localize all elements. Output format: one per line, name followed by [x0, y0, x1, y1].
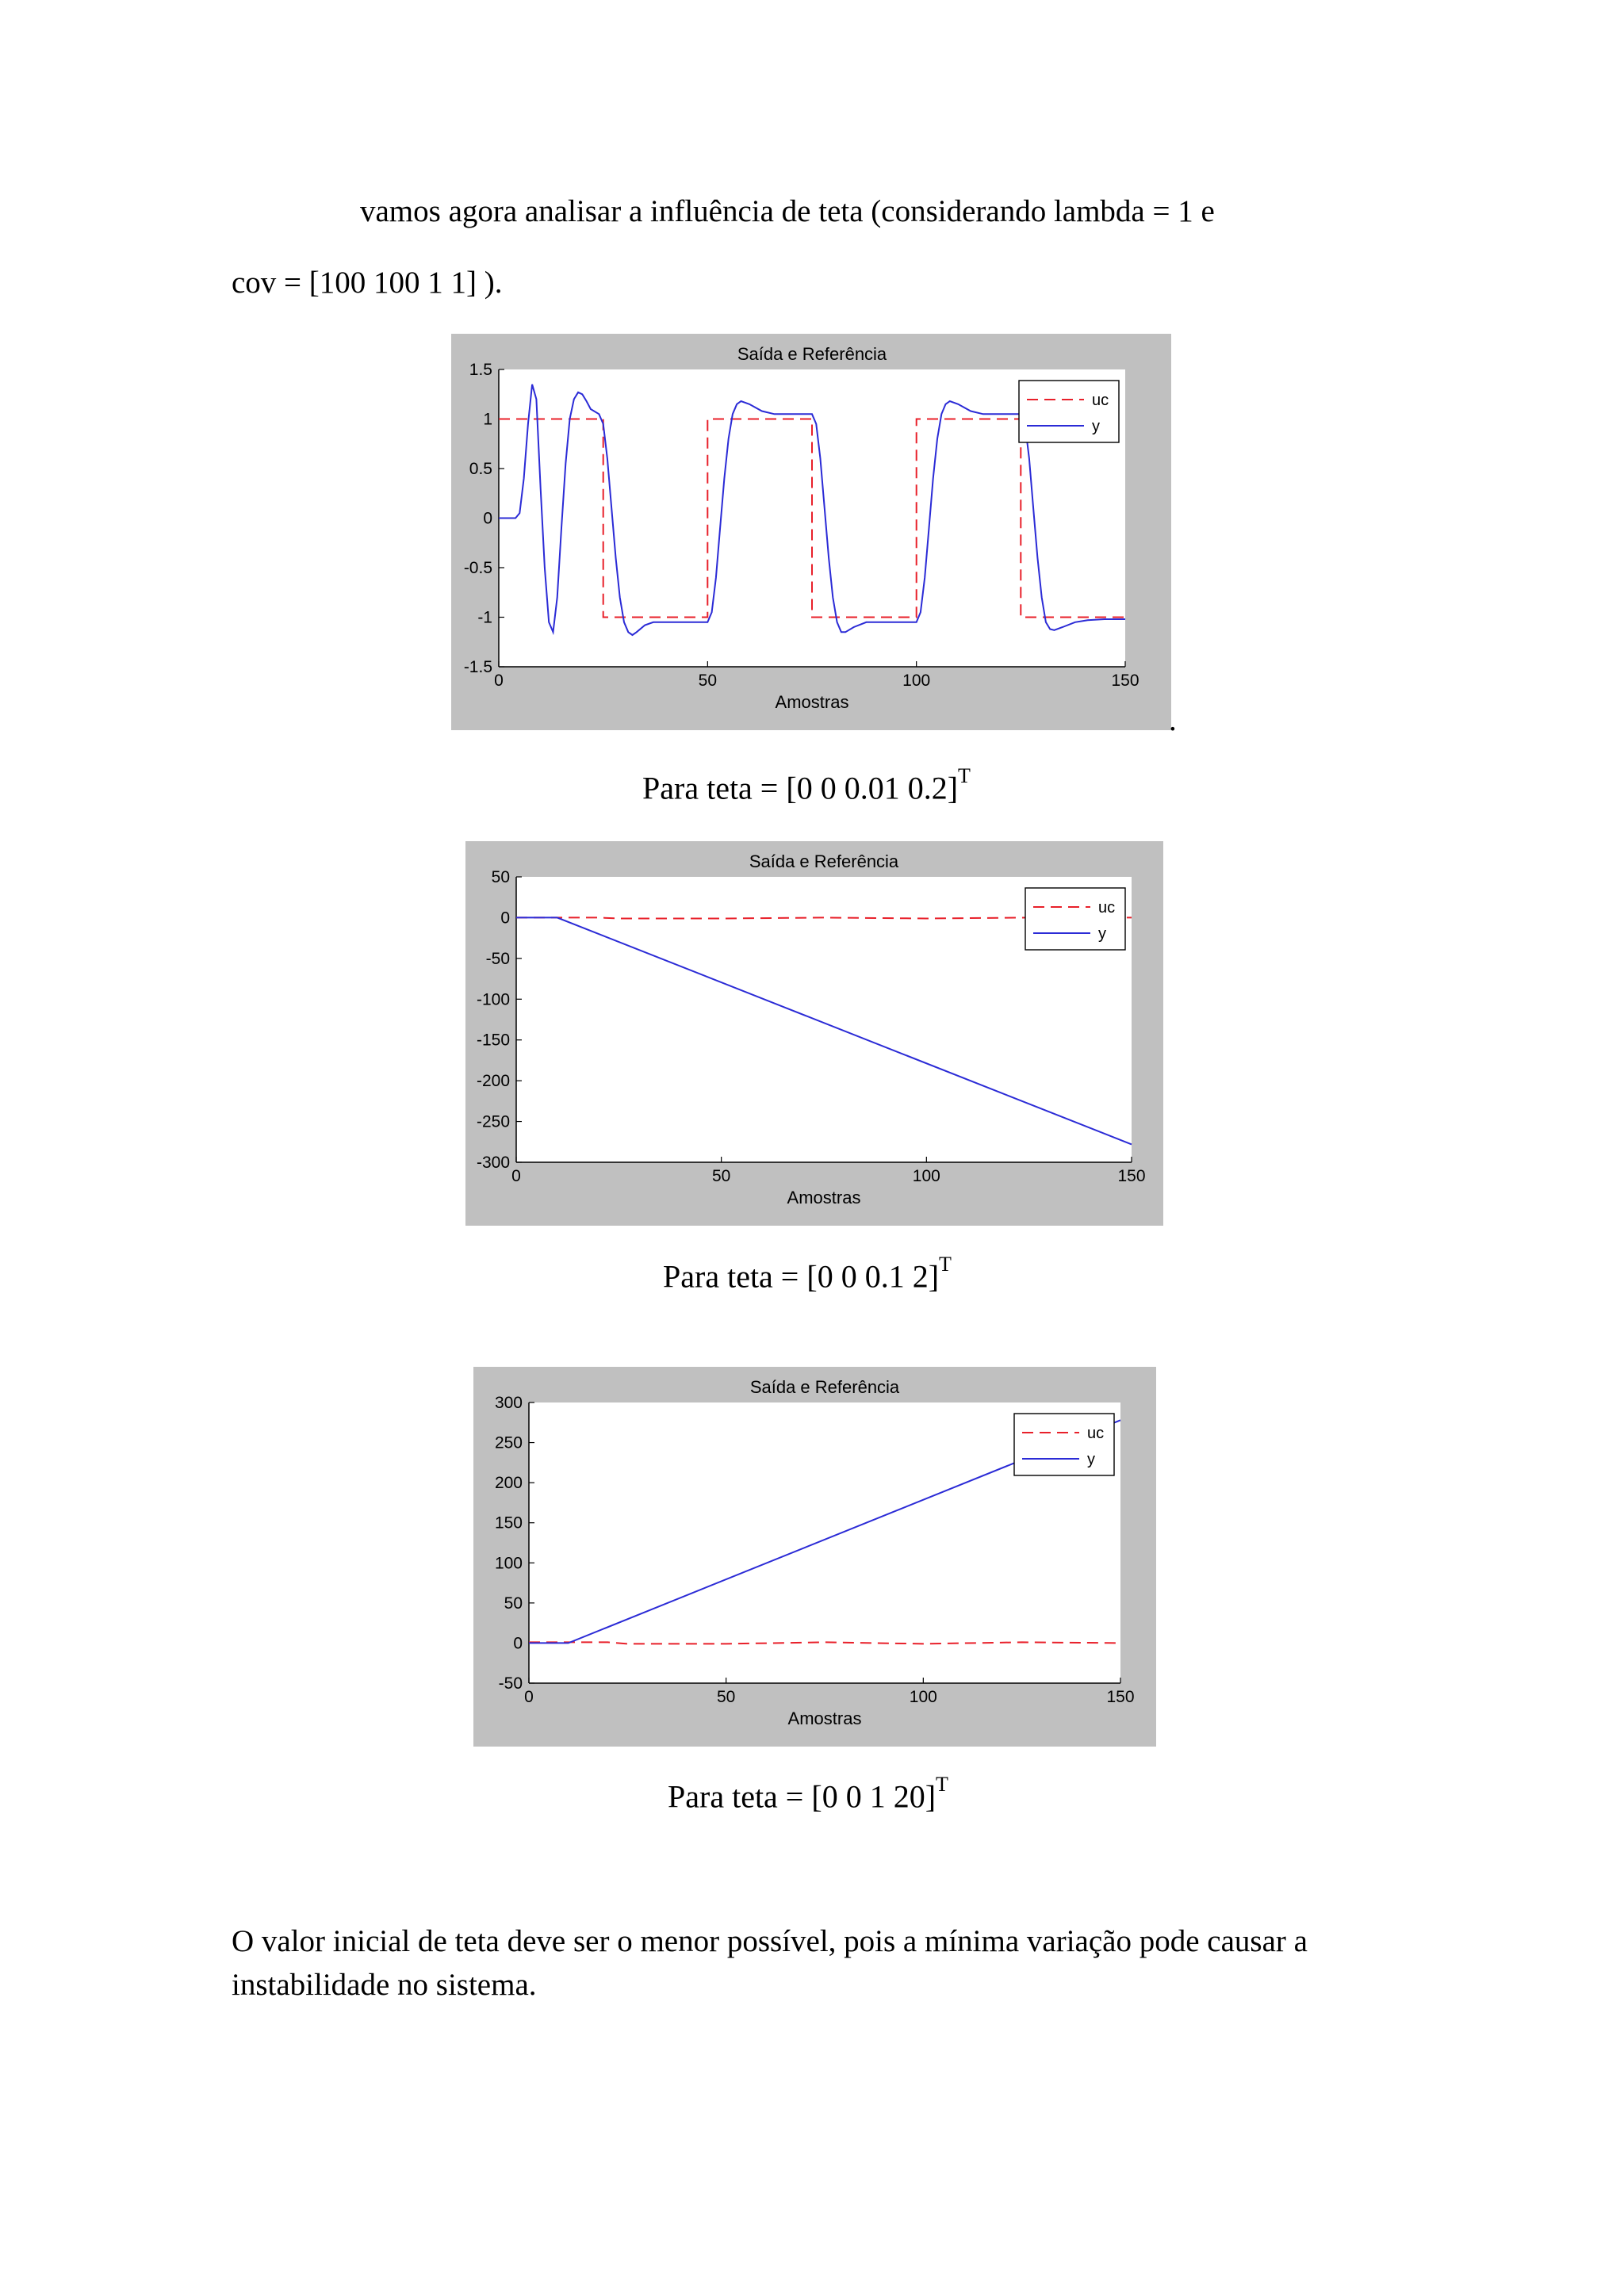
- legend-label-uc: uc: [1087, 1425, 1105, 1442]
- x-tick-label: 150: [1117, 1167, 1146, 1185]
- figure-2-caption: [663, 1253, 952, 1295]
- figure-3-caption-text: Para teta = [0 0 1 20]: [668, 1778, 936, 1815]
- x-tick-label: 100: [909, 1688, 937, 1706]
- legend: [1014, 1414, 1114, 1475]
- y-tick-label: -300: [476, 1154, 510, 1172]
- y-tick-label: -100: [476, 990, 510, 1009]
- y-tick-label: 200: [494, 1474, 523, 1493]
- intro-line-2: cov = [100 100 1 1] ).: [232, 266, 503, 300]
- legend-label-y: y: [1087, 1451, 1095, 1468]
- chart-figure-1: [451, 334, 1171, 730]
- legend-label-uc: uc: [1092, 392, 1109, 409]
- y-tick-label: 0: [483, 509, 492, 528]
- legend: [1019, 381, 1119, 442]
- legend-box: [1019, 381, 1119, 442]
- x-tick-label: 50: [716, 1688, 736, 1706]
- chart-2-svg: [465, 841, 1163, 1226]
- y-tick-label: -250: [476, 1112, 510, 1131]
- chart-3-svg: [473, 1367, 1156, 1747]
- y-tick-label: 50: [504, 1594, 523, 1613]
- x-tick-label: 100: [912, 1167, 940, 1185]
- y-tick-label: -50: [498, 1674, 523, 1693]
- x-tick-label: 0: [524, 1688, 534, 1706]
- y-tick-label: 1.5: [469, 361, 492, 379]
- figure-1-caption-text: Para teta = [0 0 0.01 0.2]: [642, 770, 959, 806]
- legend-label-uc: uc: [1098, 899, 1116, 916]
- y-tick-label: 1: [483, 410, 492, 429]
- x-axis-label: Amostras: [775, 692, 849, 712]
- x-tick-label: 150: [1111, 672, 1139, 690]
- x-tick-label: 0: [511, 1167, 521, 1185]
- y-tick-label: -1.5: [463, 658, 492, 676]
- chart-1-svg: [451, 334, 1171, 730]
- chart-title: Saída e Referência: [749, 1377, 900, 1397]
- y-tick-label: 0.5: [469, 460, 492, 478]
- y-tick-label: -0.5: [463, 559, 492, 577]
- legend-label-y: y: [1098, 925, 1106, 943]
- figure-3-caption: [668, 1773, 948, 1815]
- intro-line-1: vamos agora analisar a influência de teta (considerando lambda = 1 e: [360, 194, 1215, 228]
- y-tick-label: 100: [494, 1554, 523, 1573]
- y-tick-label: 0: [513, 1634, 523, 1653]
- y-tick-label: 250: [494, 1433, 523, 1452]
- figure-1-caption-sup: T: [958, 764, 971, 787]
- x-axis-label: Amostras: [787, 1709, 862, 1728]
- y-tick-label: -200: [476, 1072, 510, 1091]
- chart-figure-3: [473, 1367, 1156, 1747]
- figure-2-caption-text: Para teta = [0 0 0.1 2]: [663, 1258, 940, 1295]
- legend-box: [1025, 888, 1125, 950]
- y-tick-label: -150: [476, 1031, 510, 1050]
- y-tick-label: 150: [494, 1513, 523, 1533]
- figure-1-caption: [642, 764, 971, 806]
- figure-3-caption-sup: T: [936, 1773, 948, 1796]
- x-tick-label: 100: [902, 672, 931, 690]
- y-tick-label: -50: [485, 949, 510, 968]
- chart-title: Saída e Referência: [749, 851, 899, 871]
- chart-title: Saída e Referência: [737, 344, 887, 364]
- x-tick-label: 50: [698, 672, 718, 690]
- x-tick-label: 0: [494, 672, 504, 690]
- chart-figure-2: [465, 841, 1163, 1226]
- x-tick-label: 150: [1106, 1688, 1135, 1706]
- x-axis-label: Amostras: [787, 1188, 861, 1207]
- conclusion-paragraph: O valor inicial de teta deve ser o menor possível, pois a mínima variação pode causar a instabilidade no sistema.: [232, 1924, 1308, 2002]
- trailing-dot: .: [1169, 703, 1177, 737]
- legend-box: [1014, 1414, 1114, 1475]
- y-tick-label: 300: [494, 1394, 523, 1412]
- figure-2-caption-sup: T: [939, 1253, 952, 1276]
- y-tick-label: -1: [477, 608, 492, 627]
- y-tick-label: 50: [491, 868, 510, 886]
- legend: [1025, 888, 1125, 950]
- x-tick-label: 50: [711, 1167, 731, 1185]
- y-tick-label: 0: [500, 909, 510, 928]
- legend-label-y: y: [1092, 418, 1100, 435]
